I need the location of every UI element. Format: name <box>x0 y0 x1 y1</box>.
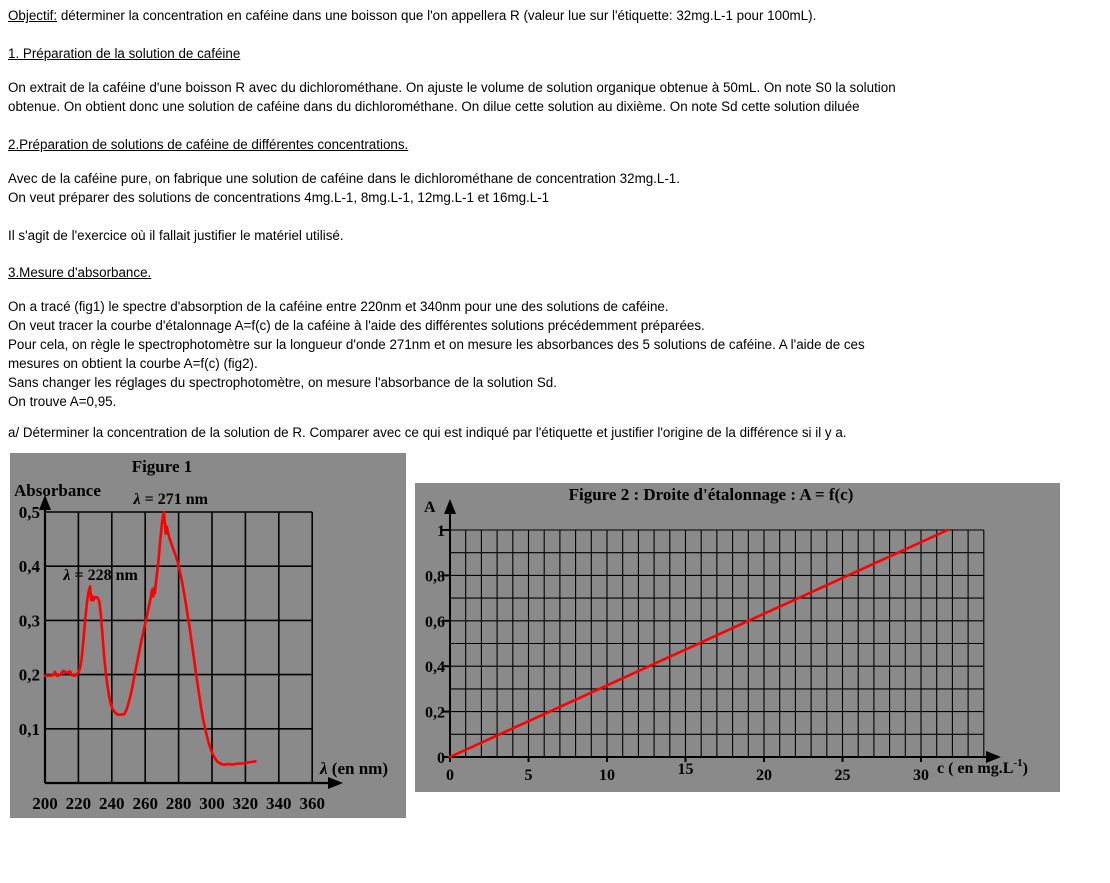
section-3-heading: 3.Mesure d'absorbance. <box>8 265 152 280</box>
x-tick-label: 15 <box>677 761 694 778</box>
y-tick-label: 0,2 <box>18 665 40 685</box>
y-tick-label: 0,4 <box>425 659 445 677</box>
x-tick-label: 340 <box>266 794 292 813</box>
y-tick-label: 0,1 <box>18 719 40 739</box>
figure-2-y-tick-labels <box>425 523 445 767</box>
figure-title: Figure 2 : Droite d'étalonnage : A = f(c) <box>568 485 854 504</box>
x-tick-label: 240 <box>99 794 125 813</box>
x-tick-label: 0 <box>446 767 454 784</box>
paragraph-line: On veut tracer la courbe d'étalonnage A=f(c) de la caféine à l'aide des différentes solutions précédemment préparées. <box>8 318 705 333</box>
figure-2-chart <box>415 483 1060 792</box>
question-a: a/ Déterminer la concentration de la solution de R. Comparer avec ce qui est indiqué par l'étiquette et justifier l'origine de la différence si il y a. <box>8 425 847 440</box>
x-axis-arrow <box>328 777 343 789</box>
figure-2-calibration-line <box>415 483 1060 792</box>
figure-2-x-tick-labels <box>446 761 929 784</box>
paragraph-line: Avec de la caféine pure, on fabrique une solution de caféine dans le dichlorométhane de concentration 32mg.L-1. <box>8 171 680 186</box>
figure-1-chart <box>10 453 406 818</box>
figure-1-curve <box>45 512 255 765</box>
peak-annotation: λ = 228 nm <box>63 566 138 584</box>
paragraph-line: On extrait de la caféine d'une boisson R avec du dichlorométhane. On ajuste le volume de solution organique obtenue à 50mL. On note S0 la solution <box>8 80 896 95</box>
figure-1-absorption-spectrum <box>10 453 406 818</box>
objective-text: déterminer la concentration en caféine dans une boisson que l'on appellera R (valeur lue sur l'étiquette: 32mg.L-1 pour 100mL). <box>57 8 817 23</box>
x-tick-label: 260 <box>132 794 158 813</box>
section-3-paragraph <box>8 297 865 411</box>
section-2-paragraph <box>8 169 680 207</box>
y-tick-label: 0,8 <box>425 568 445 586</box>
y-tick-label: 0,5 <box>18 503 40 522</box>
y-axis-label: A <box>424 499 436 516</box>
figure-1-axes <box>45 509 330 783</box>
figure-1-grid <box>45 512 312 783</box>
section-1-heading: 1. Préparation de la solution de caféine <box>8 46 241 61</box>
objective-line <box>8 6 816 25</box>
y-tick-label: 0,4 <box>18 557 40 577</box>
paragraph-line: On trouve A=0,95. <box>8 394 117 409</box>
x-tick-label: 200 <box>32 794 58 813</box>
figure-2-grid <box>450 530 984 757</box>
paragraph-line: On veut préparer des solutions de concentrations 4mg.L-1, 8mg.L-1, 12mg.L-1 et 16mg.L-1 <box>8 190 550 205</box>
y-tick-label: 0,3 <box>18 611 40 631</box>
section-2-heading: 2.Préparation de solutions de caféine de différentes concentrations. <box>8 137 409 152</box>
x-tick-label: 280 <box>165 794 192 813</box>
paragraph-line: mesures on obtient la courbe A=f(c) (fig2). <box>8 356 258 371</box>
x-tick-label: 360 <box>299 794 325 813</box>
y-tick-label: 0,6 <box>425 613 445 631</box>
x-axis-label: c ( en $mg.L^{-1}$) <box>937 757 1028 777</box>
x-tick-label: 5 <box>524 767 533 784</box>
y-tick-label: 0 <box>437 750 445 767</box>
x-tick-label: 320 <box>232 794 259 813</box>
y-tick-label: 1 <box>437 523 445 540</box>
x-tick-label: 20 <box>756 767 772 784</box>
x-tick-label: 220 <box>65 794 92 813</box>
y-axis-arrow <box>444 499 456 514</box>
x-tick-label: 30 <box>913 767 929 784</box>
x-axis-label: λ (en nm) <box>320 759 388 778</box>
figure-title: Figure 1 <box>131 457 193 476</box>
figure-1-y-tick-labels <box>19 503 41 739</box>
x-tick-label: 300 <box>199 794 225 813</box>
objective-label: Objectif: <box>8 8 58 23</box>
exercise-note: Il s'agit de l'exercice où il fallait justifier le matériel utilisé. <box>8 228 344 243</box>
peak-annotation: λ = 271 nm <box>133 490 208 508</box>
paragraph-line: obtenue. On obtient donc une solution de caféine dans du dichlorométhane. On dilue cette solution au dixième. On note Sd cette solution diluée <box>8 99 860 114</box>
y-axis-label: Absorbance <box>14 481 101 500</box>
figure-1-x-tick-labels <box>32 794 325 813</box>
paragraph-line: On a tracé (fig1) le spectre d'absorption de la caféine entre 220nm et 340nm pour une des solutions de caféine. <box>8 299 669 314</box>
x-tick-label: 25 <box>834 767 851 784</box>
y-tick-label: 0,2 <box>425 704 445 722</box>
section-1-paragraph <box>8 78 896 116</box>
x-tick-label: 10 <box>599 767 615 784</box>
paragraph-line: Pour cela, on règle le spectrophotomètre sur la longueur d'onde 271nm et on mesure les absorbances des 5 solutions de caféine. A l'aide de ces <box>8 337 865 352</box>
paragraph-line: Sans changer les réglages du spectrophotomètre, on mesure l'absorbance de la solution Sd. <box>8 375 557 390</box>
